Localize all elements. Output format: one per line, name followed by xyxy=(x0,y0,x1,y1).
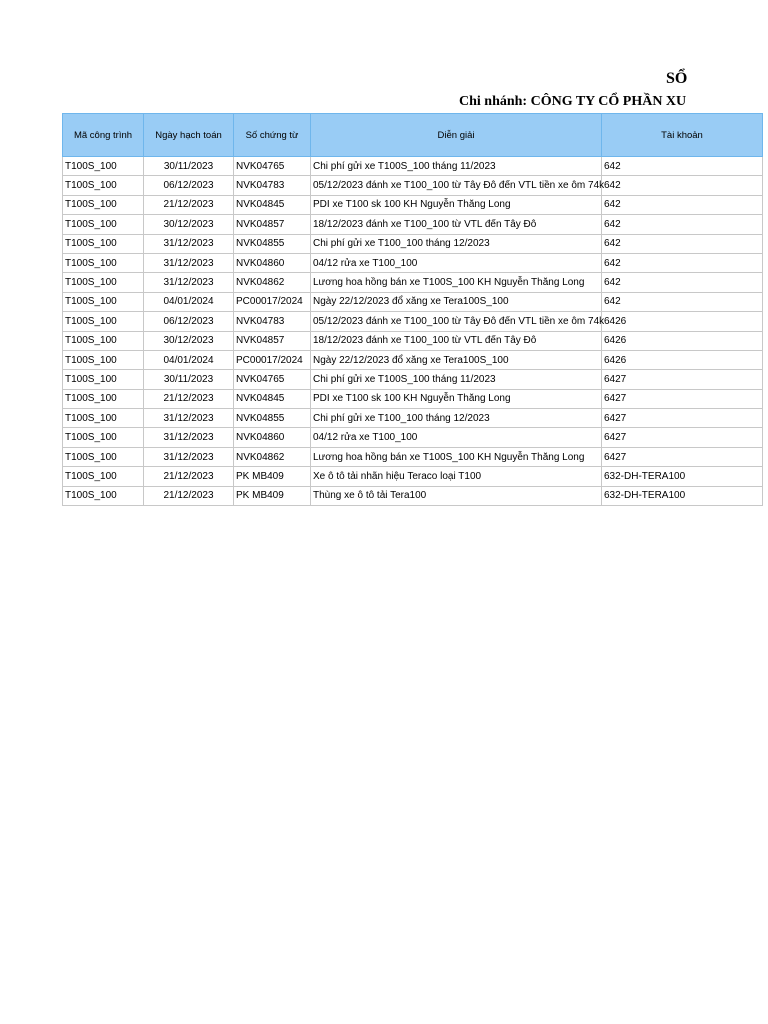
voucher-no-cell: NVK04765 xyxy=(234,157,311,176)
description-cell: Ngày 22/12/2023 đổ xăng xe Tera100S_100 xyxy=(311,292,602,311)
posting-date-cell: 31/12/2023 xyxy=(144,253,234,272)
description-cell: Lương hoa hồng bán xe T100S_100 KH Nguyễn Thăng Long xyxy=(311,447,602,466)
voucher-no-cell: NVK04845 xyxy=(234,195,311,214)
voucher-no-cell: NVK04845 xyxy=(234,389,311,408)
table-row xyxy=(63,370,763,389)
table-row xyxy=(63,331,763,350)
table-row xyxy=(63,312,763,331)
project-code-cell: T100S_100 xyxy=(63,176,144,195)
posting-date-cell: 06/12/2023 xyxy=(144,176,234,195)
description-cell: Chi phí gửi xe T100S_100 tháng 11/2023 xyxy=(311,157,602,176)
voucher-no-cell: PK MB409 xyxy=(234,486,311,505)
posting-date-cell: 21/12/2023 xyxy=(144,195,234,214)
header-row xyxy=(63,114,763,157)
account-cell: 6427 xyxy=(602,409,763,428)
posting-date-cell: 21/12/2023 xyxy=(144,389,234,408)
project-code-cell: T100S_100 xyxy=(63,350,144,369)
voucher-no-cell: NVK04855 xyxy=(234,409,311,428)
description-cell: Xe ô tô tải nhãn hiệu Teraco loại T100 xyxy=(311,467,602,486)
description-cell: PDI xe T100 sk 100 KH Nguyễn Thăng Long xyxy=(311,195,602,214)
header-posting-date: Ngày hạch toán xyxy=(144,114,234,157)
account-cell: 6427 xyxy=(602,428,763,447)
posting-date-cell: 04/01/2024 xyxy=(144,292,234,311)
posting-date-cell: 04/01/2024 xyxy=(144,350,234,369)
description-cell: PDI xe T100 sk 100 KH Nguyễn Thăng Long xyxy=(311,389,602,408)
report-title: SỔ xyxy=(666,70,688,87)
account-cell: 642 xyxy=(602,157,763,176)
voucher-no-cell: NVK04857 xyxy=(234,331,311,350)
branch-name: Chi nhánh: CÔNG TY CỔ PHẦN XU xyxy=(459,94,687,109)
ledger-table xyxy=(62,113,763,506)
account-cell: 642 xyxy=(602,253,763,272)
project-code-cell: T100S_100 xyxy=(63,331,144,350)
voucher-no-cell: NVK04783 xyxy=(234,176,311,195)
project-code-cell: T100S_100 xyxy=(63,195,144,214)
description-cell: Chi phí gửi xe T100_100 tháng 12/2023 xyxy=(311,234,602,253)
table-row xyxy=(63,234,763,253)
table-row xyxy=(63,157,763,176)
description-cell: 18/12/2023 đánh xe T100_100 từ VTL đến Tây Đô xyxy=(311,215,602,234)
project-code-cell: T100S_100 xyxy=(63,253,144,272)
voucher-no-cell: NVK04860 xyxy=(234,428,311,447)
account-cell: 6427 xyxy=(602,370,763,389)
table-row xyxy=(63,350,763,369)
posting-date-cell: 31/12/2023 xyxy=(144,273,234,292)
project-code-cell: T100S_100 xyxy=(63,312,144,331)
posting-date-cell: 30/11/2023 xyxy=(144,370,234,389)
voucher-no-cell: PC00017/2024 xyxy=(234,350,311,369)
table-row xyxy=(63,409,763,428)
project-code-cell: T100S_100 xyxy=(63,370,144,389)
account-cell: 642 xyxy=(602,215,763,234)
voucher-no-cell: NVK04860 xyxy=(234,253,311,272)
account-cell: 6427 xyxy=(602,447,763,466)
project-code-cell: T100S_100 xyxy=(63,215,144,234)
posting-date-cell: 30/11/2023 xyxy=(144,157,234,176)
account-cell: 642 xyxy=(602,292,763,311)
voucher-no-cell: NVK04855 xyxy=(234,234,311,253)
table-row xyxy=(63,273,763,292)
table-row xyxy=(63,428,763,447)
posting-date-cell: 30/12/2023 xyxy=(144,215,234,234)
description-cell: 05/12/2023 đánh xe T100_100 từ Tây Đô đến VTL tiền xe ôm 74k xyxy=(311,176,602,195)
project-code-cell: T100S_100 xyxy=(63,273,144,292)
table-row xyxy=(63,486,763,505)
account-cell: 642 xyxy=(602,195,763,214)
table-row xyxy=(63,195,763,214)
project-code-cell: T100S_100 xyxy=(63,389,144,408)
table-row xyxy=(63,292,763,311)
posting-date-cell: 31/12/2023 xyxy=(144,428,234,447)
project-code-cell: T100S_100 xyxy=(63,447,144,466)
voucher-no-cell: PK MB409 xyxy=(234,467,311,486)
project-code-cell: T100S_100 xyxy=(63,486,144,505)
header-voucher-no: Số chứng từ xyxy=(234,114,311,157)
account-cell: 642 xyxy=(602,273,763,292)
header-description: Diễn giải xyxy=(311,114,602,157)
voucher-no-cell: NVK04857 xyxy=(234,215,311,234)
description-cell: Chi phí gửi xe T100_100 tháng 12/2023 xyxy=(311,409,602,428)
account-cell: 6426 xyxy=(602,331,763,350)
account-cell: 6426 xyxy=(602,350,763,369)
header-account: Tài khoản xyxy=(602,114,763,157)
table-row xyxy=(63,215,763,234)
table-row xyxy=(63,467,763,486)
voucher-no-cell: NVK04862 xyxy=(234,447,311,466)
account-cell: 6426 xyxy=(602,312,763,331)
account-cell: 642 xyxy=(602,234,763,253)
project-code-cell: T100S_100 xyxy=(63,292,144,311)
account-cell: 6427 xyxy=(602,389,763,408)
project-code-cell: T100S_100 xyxy=(63,467,144,486)
posting-date-cell: 31/12/2023 xyxy=(144,447,234,466)
table-row xyxy=(63,253,763,272)
posting-date-cell: 21/12/2023 xyxy=(144,467,234,486)
posting-date-cell: 31/12/2023 xyxy=(144,409,234,428)
description-cell: 04/12 rửa xe T100_100 xyxy=(311,428,602,447)
posting-date-cell: 21/12/2023 xyxy=(144,486,234,505)
account-cell: 632-DH-TERA100 xyxy=(602,486,763,505)
voucher-no-cell: NVK04765 xyxy=(234,370,311,389)
voucher-no-cell: PC00017/2024 xyxy=(234,292,311,311)
posting-date-cell: 06/12/2023 xyxy=(144,312,234,331)
table-row xyxy=(63,447,763,466)
header-project-code: Mã công trình xyxy=(63,114,144,157)
project-code-cell: T100S_100 xyxy=(63,234,144,253)
posting-date-cell: 31/12/2023 xyxy=(144,234,234,253)
project-code-cell: T100S_100 xyxy=(63,157,144,176)
table-row xyxy=(63,389,763,408)
table-row xyxy=(63,176,763,195)
voucher-no-cell: NVK04862 xyxy=(234,273,311,292)
project-code-cell: T100S_100 xyxy=(63,428,144,447)
description-cell: 05/12/2023 đánh xe T100_100 từ Tây Đô đến VTL tiền xe ôm 74k xyxy=(311,312,602,331)
project-code-cell: T100S_100 xyxy=(63,409,144,428)
description-cell: 04/12 rửa xe T100_100 xyxy=(311,253,602,272)
voucher-no-cell: NVK04783 xyxy=(234,312,311,331)
description-cell: Ngày 22/12/2023 đổ xăng xe Tera100S_100 xyxy=(311,350,602,369)
account-cell: 642 xyxy=(602,176,763,195)
description-cell: Chi phí gửi xe T100S_100 tháng 11/2023 xyxy=(311,370,602,389)
description-cell: Thùng xe ô tô tải Tera100 xyxy=(311,486,602,505)
description-cell: Lương hoa hồng bán xe T100S_100 KH Nguyễn Thăng Long xyxy=(311,273,602,292)
posting-date-cell: 30/12/2023 xyxy=(144,331,234,350)
account-cell: 632-DH-TERA100 xyxy=(602,467,763,486)
description-cell: 18/12/2023 đánh xe T100_100 từ VTL đến Tây Đô xyxy=(311,331,602,350)
